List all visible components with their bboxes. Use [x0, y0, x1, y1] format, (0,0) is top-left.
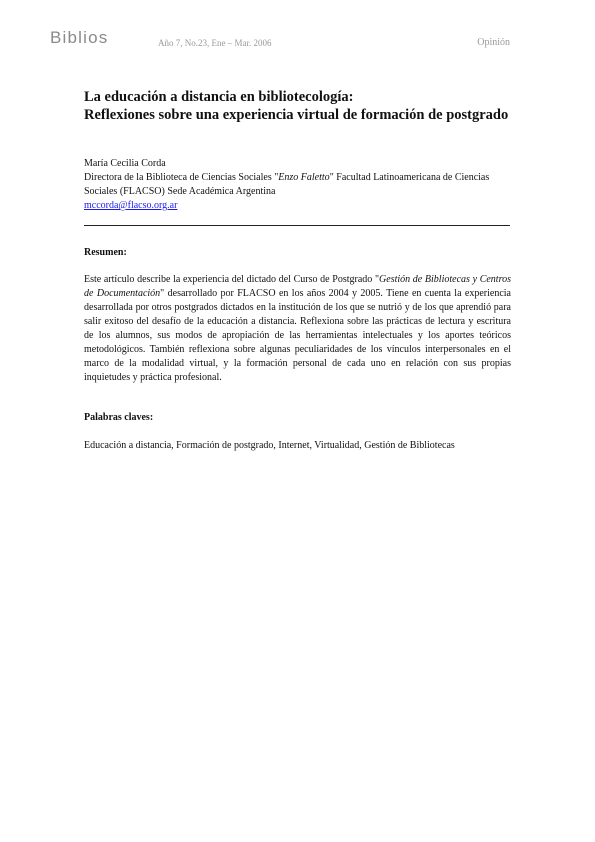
affiliation-text-pre: Directora de la Biblioteca de Ciencias Sociales ": [84, 172, 279, 183]
biblios-logo: Biblios: [50, 28, 109, 47]
article-title: [84, 88, 514, 124]
keywords-label: Palabras claves:: [84, 412, 154, 423]
author-name: María Cecilia Corda: [84, 158, 166, 169]
abstract-text-post: " desarrollado por FLACSO en los años 2004 y 2005. Tiene en cuenta la experiencia desarrollada por otros postgrados dictados en la institución de los que se nutrió y de los que aprendió para salir exitoso del desafío de la educación a distancia. Reflexiona sobre las prácticas de lectura y escritura de los alumnos, sus modos de apropiación de las herramientas intelectuales y los aportes teóricos metodológicos. También reflexiona sobre algunas peculiaridades de los vínculos interpersonales en el marco de la modalidad virtual, y la formación personal de cada uno en relación con sus propias inquietudes y práctica profesional.: [84, 288, 511, 383]
author-email-link[interactable]: mccorda@flacso.org.ar: [84, 200, 178, 211]
header-divider: [84, 225, 510, 226]
keywords-text: Educación a distancia, Formación de postgrado, Internet, Virtualidad, Gestión de Bibliotecas: [84, 440, 455, 451]
title-line-2: Reflexiones sobre una experiencia virtual de formación de postgrado: [84, 107, 509, 123]
page-header: [50, 28, 510, 50]
abstract-label: Resumen:: [84, 247, 127, 258]
title-line-1: La educación a distancia en bibliotecología:: [84, 89, 354, 105]
author-block: [84, 157, 514, 213]
author-affiliation: [84, 171, 514, 199]
issue-info: Año 7, No.23, Ene – Mar. 2006: [158, 38, 272, 48]
affiliation-library-name: Enzo Faletto: [278, 172, 330, 183]
abstract-course-name: Gestión de Bibliotecas y Centros de Documentación: [84, 274, 511, 299]
abstract-text-pre: Este artículo describe la experiencia del dictado del Curso de Postgrado ": [84, 274, 380, 285]
section-label: Opinión: [477, 37, 510, 48]
abstract-text: [84, 273, 511, 385]
affiliation-text-post: " Facultad Latinoamericana de Ciencias Sociales (FLACSO) Sede Académica Argentina: [84, 172, 490, 197]
